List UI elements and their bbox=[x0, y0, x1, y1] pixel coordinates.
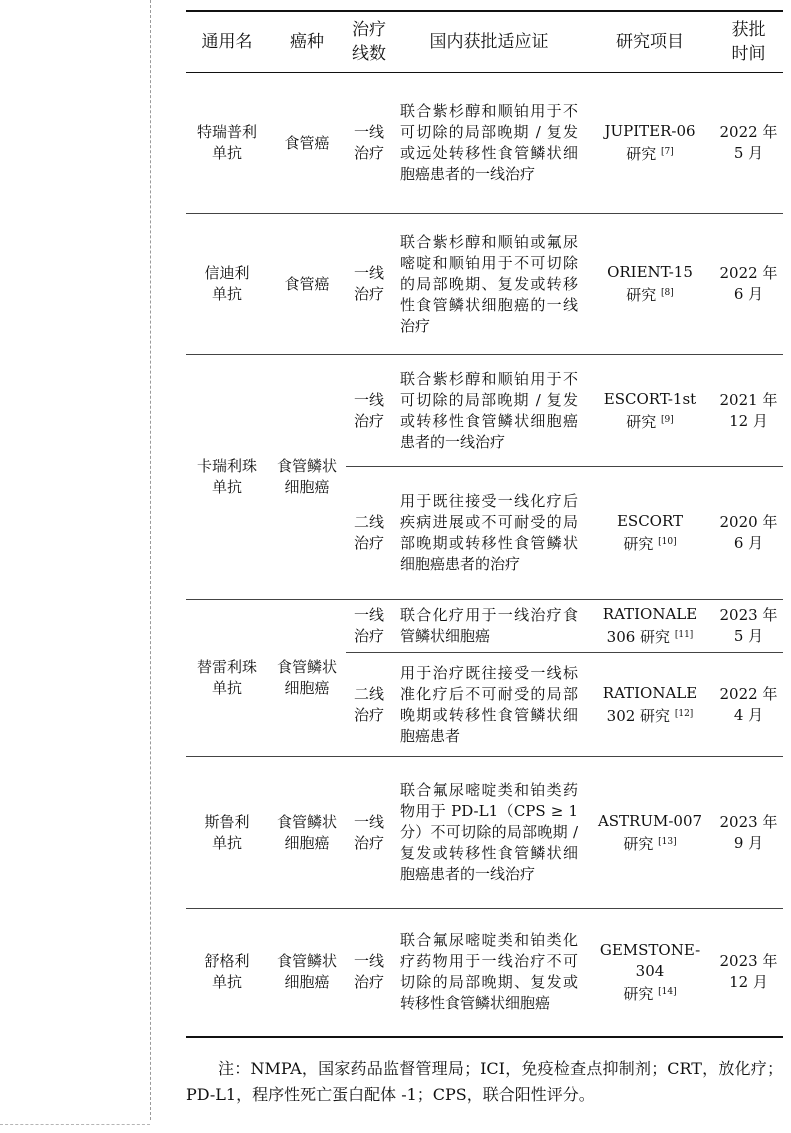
reference-mark: [7] bbox=[661, 147, 674, 157]
study-name: ESCORT-1st 研究 [9] bbox=[586, 355, 714, 467]
indication-text: 联合化疗用于一线治疗食管鳞状细胞癌 bbox=[392, 600, 586, 653]
approval-date: 2020 年 6 月 bbox=[714, 467, 783, 600]
approval-date: 2022 年 4 月 bbox=[714, 653, 783, 757]
indication-text: 联合紫杉醇和顺铂用于不可切除的局部晚期 / 复发或转移性食管鳞状细胞癌患者的一线治疗 bbox=[392, 355, 586, 467]
indication-text: 用于既往接受一线化疗后疾病进展或不可耐受的局部晚期或转移性食管鳞状细胞癌患者的治疗 bbox=[392, 467, 586, 600]
table-row bbox=[186, 600, 783, 653]
drug-name: 卡瑞利珠 单抗 bbox=[186, 355, 268, 600]
study-name: RATIONALE 302 研究 [12] bbox=[586, 653, 714, 757]
drug-name: 替雷利珠 单抗 bbox=[186, 600, 268, 757]
study-name: GEMSTONE-304 研究 [14] bbox=[586, 909, 714, 1037]
approval-date: 2023 年 12 月 bbox=[714, 909, 783, 1037]
margin-dashed-line bbox=[150, 0, 151, 1120]
cancer-type: 食管鳞状 细胞癌 bbox=[268, 909, 346, 1037]
study-name: ORIENT-15 研究 [8] bbox=[586, 214, 714, 355]
header-indication: 国内获批适应证 bbox=[392, 11, 586, 73]
header-treatment-line: 治疗 线数 bbox=[346, 11, 392, 73]
table-header-row bbox=[186, 11, 783, 73]
reference-mark: [13] bbox=[658, 836, 677, 847]
table-row bbox=[186, 73, 783, 214]
approval-date: 2023 年 9 月 bbox=[714, 757, 783, 909]
treatment-line: 一线 治疗 bbox=[346, 214, 392, 355]
drug-name: 舒格利 单抗 bbox=[186, 909, 268, 1037]
indication-text: 联合氟尿嘧啶类和铂类药物用于 PD-L1（CPS ≥ 1 分）不可切除的局部晚期 / 复发或转移性食管鳞状细胞癌患者的一线治疗 bbox=[392, 757, 586, 909]
indication-text: 联合氟尿嘧啶类和铂类化疗药物用于一线治疗不可切除的局部晚期、复发或转移性食管鳞状细胞癌 bbox=[392, 909, 586, 1037]
treatment-line: 一线 治疗 bbox=[346, 909, 392, 1037]
table-footnote: 注：NMPA，国家药品监督管理局；ICI，免疫检查点抑制剂；CRT，放化疗；PD-L1，程序性死亡蛋白配体 -1；CPS，联合阳性评分。 bbox=[186, 1059, 783, 1104]
header-approval-time: 获批 时间 bbox=[714, 11, 783, 73]
approval-date: 2022 年 6 月 bbox=[714, 214, 783, 355]
treatment-line: 二线 治疗 bbox=[346, 467, 392, 600]
treatment-line: 一线 治疗 bbox=[346, 73, 392, 214]
reference-mark: [9] bbox=[661, 414, 674, 425]
table-row bbox=[186, 909, 783, 1037]
approval-table bbox=[186, 10, 783, 1038]
table-row bbox=[186, 757, 783, 909]
header-generic-name: 通用名 bbox=[186, 11, 268, 73]
treatment-line: 二线 治疗 bbox=[346, 653, 392, 757]
study-name: RATIONALE 306 研究 [11] bbox=[586, 600, 714, 653]
approval-date: 2023 年 5 月 bbox=[714, 600, 783, 653]
header-study: 研究项目 bbox=[586, 11, 714, 73]
indication-text: 用于治疗既往接受一线标准化疗后不可耐受的局部晚期或转移性食管鳞状细胞癌患者 bbox=[392, 653, 586, 757]
reference-mark: [14] bbox=[658, 986, 677, 997]
table-row bbox=[186, 214, 783, 355]
study-name: JUPITER-06 研究 [7] bbox=[586, 73, 714, 214]
cancer-type: 食管鳞状 细胞癌 bbox=[268, 355, 346, 600]
header-cancer-type: 癌种 bbox=[268, 11, 346, 73]
study-name: ASTRUM-007 研究 [13] bbox=[586, 757, 714, 909]
reference-mark: [10] bbox=[658, 537, 677, 547]
reference-mark: [11] bbox=[674, 630, 694, 640]
drug-name: 斯鲁利 单抗 bbox=[186, 757, 268, 909]
treatment-line: 一线 治疗 bbox=[346, 600, 392, 653]
approval-date: 2021 年 12 月 bbox=[714, 355, 783, 467]
cancer-type: 食管癌 bbox=[268, 214, 346, 355]
cancer-type: 食管癌 bbox=[268, 73, 346, 214]
approval-date: 2022 年 5 月 bbox=[714, 73, 783, 214]
drug-name: 信迪利 单抗 bbox=[186, 214, 268, 355]
table-row bbox=[186, 355, 783, 467]
indication-text: 联合紫杉醇和顺铂或氟尿嘧啶和顺铂用于不可切除的局部晚期、复发或转移性食管鳞状细胞癌的一线治疗 bbox=[392, 214, 586, 355]
reference-mark: [8] bbox=[661, 288, 674, 298]
cancer-type: 食管鳞状 细胞癌 bbox=[268, 600, 346, 757]
drug-name: 特瑞普利 单抗 bbox=[186, 73, 268, 214]
treatment-line: 一线 治疗 bbox=[346, 355, 392, 467]
study-name: ESCORT 研究 [10] bbox=[586, 467, 714, 600]
treatment-line: 一线 治疗 bbox=[346, 757, 392, 909]
indication-text: 联合紫杉醇和顺铂用于不可切除的局部晚期 / 复发或远处转移性食管鳞状细胞癌患者的一线治疗 bbox=[392, 73, 586, 214]
cancer-type: 食管鳞状 细胞癌 bbox=[268, 757, 346, 909]
margin-bottom-dashed-line bbox=[0, 1124, 150, 1125]
reference-mark: [12] bbox=[674, 708, 694, 719]
